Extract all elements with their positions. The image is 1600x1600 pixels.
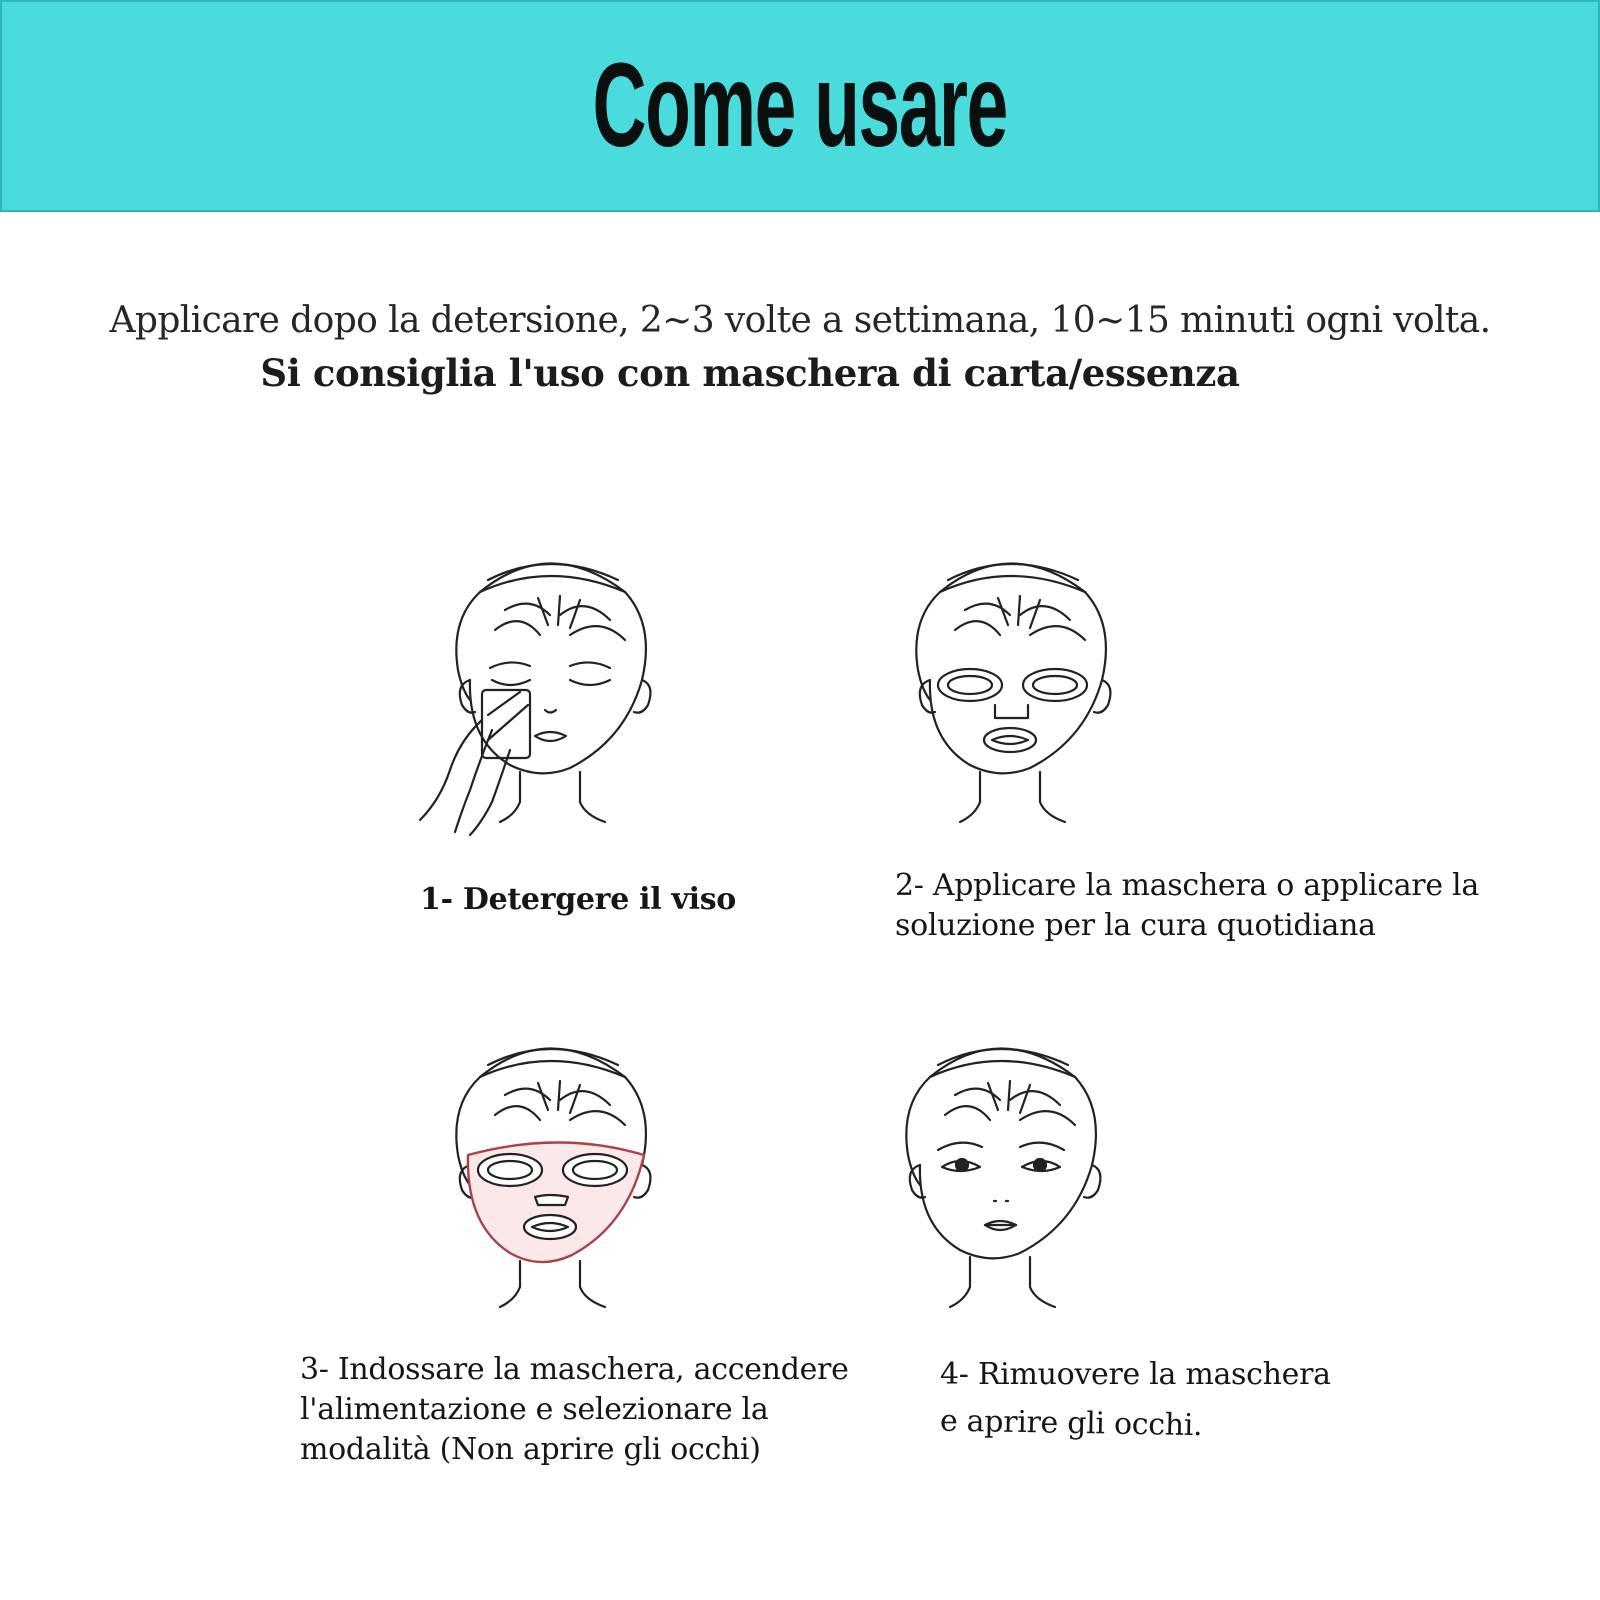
intro-usage-line: Applicare dopo la detersione, 2~3 volte a settimana, 10~15 minuti ogni volta.	[109, 300, 1491, 341]
step-4-caption-line: e aprire gli occhi.	[939, 1403, 1203, 1444]
step-1-caption-line: 1- Detergere il viso	[420, 882, 736, 917]
step-3-caption-line: l'alimentazione e selezionare la	[300, 1392, 769, 1427]
face-cleansing-icon	[410, 540, 670, 840]
step-4-caption	[940, 1350, 1331, 1450]
step-1-caption	[420, 880, 736, 920]
step-3-caption-line: modalità (Non aprire gli occhi)	[300, 1432, 761, 1467]
step-2-caption-line: soluzione per la cura quotidiana	[895, 908, 1376, 943]
face-mask-led-icon	[410, 1025, 670, 1325]
page-title: Come usare	[592, 39, 1008, 173]
face-eyes-open-icon	[860, 1025, 1120, 1325]
intro-recommendation-line: Si consiglia l'uso con maschera di carta/essenza	[260, 351, 1240, 395]
header-banner	[0, 0, 1600, 212]
step-3-caption-line: 3- Indossare la maschera, accendere	[300, 1352, 849, 1387]
step-2-caption-line: 2- Applicare la maschera o applicare la	[895, 868, 1479, 903]
step-4-caption-line: 4- Rimuovere la maschera	[940, 1357, 1331, 1392]
face-mask-applied-icon	[870, 540, 1130, 840]
intro-text	[0, 300, 1600, 395]
step-3-caption	[300, 1350, 849, 1470]
step-2-caption	[895, 866, 1479, 946]
